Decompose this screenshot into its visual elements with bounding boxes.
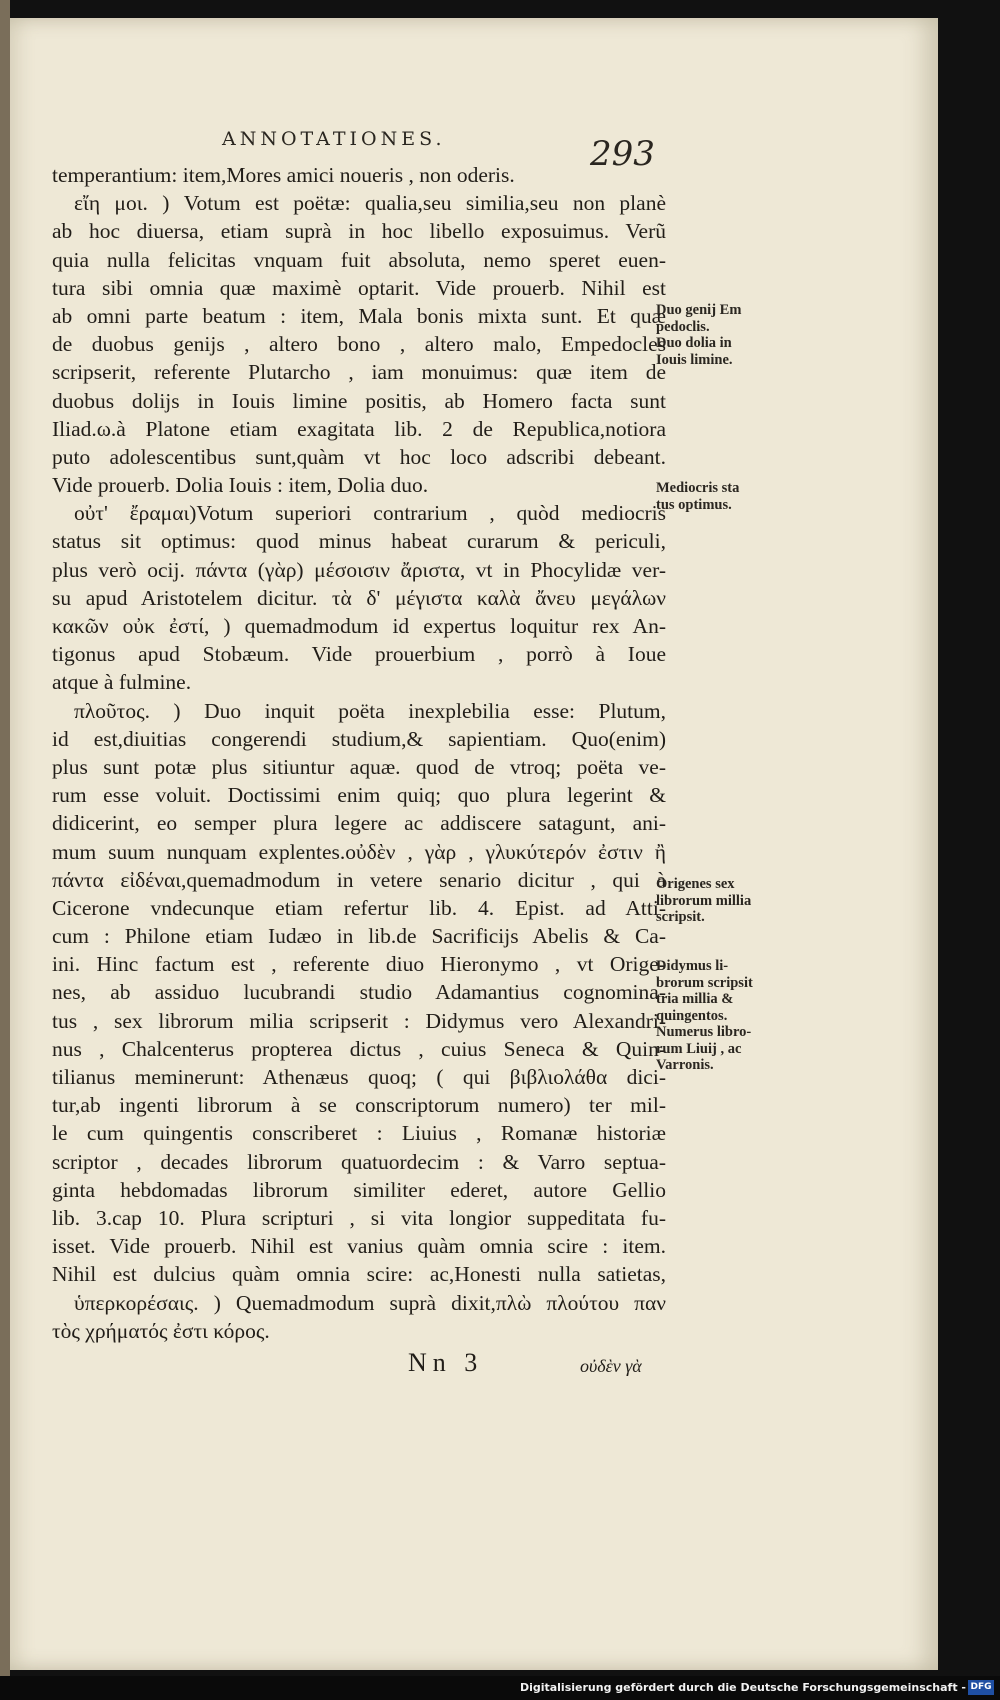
text-line: duobus dolijs in Iouis limine positis, ab Homero facta sunt (52, 388, 666, 413)
text-line: atque à fulmine. (52, 670, 192, 695)
text-line: Nihil est dulcius quàm omnia scire: ac,Honesti nulla satietas, (52, 1262, 666, 1287)
margin-note-line: librorum millia (656, 892, 752, 909)
text-line: Cicerone vndecunque etiam refertur lib. 4. Epist. ad Atti- (52, 895, 666, 920)
text-line: temperantium: item,Mores amici noueris , non oderis. (52, 163, 515, 187)
dfg-logo: DFG (968, 1680, 994, 1695)
text-line: plus sunt potæ plus sitiuntur aquæ. quod de vtroq; poëta ve- (52, 754, 666, 779)
text-line: status sit optimus: quod minus habeat curarum & periculi, (52, 529, 666, 554)
book-page (10, 18, 938, 1670)
text-line: ὑπερκορέσαις. ) Quemadmodum suprà dixit,πλὼ πλούτου παν (74, 1290, 666, 1315)
margin-note-line: tus optimus. (656, 496, 732, 513)
text-line: ini. Hinc factum est , referente diuo Hieronymo , vt Orige- (52, 952, 666, 977)
text-line: lib. 3.cap 10. Plura scripturi , si vita longior suppeditata fu- (52, 1205, 666, 1230)
margin-note-line: Duo genij Em (656, 302, 742, 318)
text-line: scriptor , decades librorum quatuordecim : & Varro septua- (52, 1149, 666, 1174)
text-line: le cum quingentis conscriberet : Liuius , Romanæ historiæ (52, 1121, 666, 1146)
text-line: id est,diuitias congerendi studium,& sapientiam. Quo(enim) (52, 726, 666, 751)
margin-note-line: rum Liuij , ac (656, 1040, 742, 1057)
text-line: tilianus meminerunt: Athenæus quoq; ( qui βιβλιολάθα dici- (52, 1065, 666, 1089)
margin-note-line: Iouis limine. (656, 351, 733, 368)
funding-credit: Digitalisierung gefördert durch die Deutsche Forschungsgemeinschaft - (519, 1681, 966, 1694)
text-line: Iliad.ω.à Platone etiam exagitata lib. 2 de Republica,notiora (52, 416, 666, 441)
text-line: isset. Vide prouerb. Nihil est vanius quàm omnia scire : item. (52, 1234, 666, 1259)
catchword: οὐδὲν γὰ (580, 1356, 642, 1376)
margin-note-line: Didymus li- (656, 958, 729, 974)
text-line: puto adolescentibus sunt,quàm vt hoc loco adscribi debeant. (52, 444, 666, 469)
margin-note-line: Duo dolia in (656, 335, 732, 351)
text-line: tigonus apud Stobæum. Vide prouerbium , porrò à Ioue (52, 642, 666, 667)
text-line: su apud Aristotelem dicitur. τὰ δ' μέγιστα καλὰ ἄνευ μεγάλων (52, 585, 666, 610)
text-line: πλοῦτος. ) Duo inquit poëta inexplebilia esse: Plutum, (74, 698, 666, 723)
text-line: εἴη μοι. ) Votum est poëtæ: qualia,seu similia,seu non planè (74, 191, 666, 216)
text-line: scripserit, referente Plutarcho , iam monuimus: quæ item de (52, 360, 666, 385)
text-line: mum suum nunquam explentes.οὐδὲν , γὰρ , γλυκύτερόν ἐστιν ἢ (52, 839, 666, 864)
margin-note-line: Origenes sex (656, 876, 735, 892)
text-line: tura sibi omnia quæ maximè optarit. Vide prouerb. Nihil est (52, 275, 666, 300)
margin-note-origenes (656, 876, 806, 926)
margin-note-line: tria millia & (656, 991, 734, 1007)
margin-note-line: Mediocris sta (656, 480, 740, 496)
margin-note-line: scripsit. (656, 909, 705, 925)
main-text-block (52, 161, 666, 1345)
text-line: τὸς χρήματός ἐστι κόρος. (52, 1318, 270, 1343)
margin-note-line: Varronis. (656, 1057, 714, 1073)
margin-note-line: Numerus libro- (656, 1024, 752, 1040)
text-line: tur,ab ingenti librorum à se conscriptorum numero) ter mil- (52, 1093, 666, 1118)
margin-note-line: pedoclis. (656, 318, 710, 335)
signature-mark: Nn 3 (408, 1348, 484, 1377)
margin-note-empedocles (656, 302, 806, 368)
text-line: Vide prouerb. Dolia Iouis : item, Dolia duo. (52, 473, 429, 498)
margin-note-mediocris (656, 480, 806, 513)
text-line: quia nulla felicitas vnquam fuit absoluta, nemo speret euen- (52, 247, 666, 272)
text-line: ab hoc diuersa, etiam suprà in hoc libello exposuimus. Verũ (52, 219, 666, 244)
text-line: nes, ab assiduo lucubrandi studio Adamantius cognomina- (52, 980, 666, 1005)
text-line: de duobus genijs , altero bono , altero malo, Empedocles (52, 332, 666, 357)
text-line: cum : Philone etiam Iudæo in lib.de Sacrificijs Abelis & Ca- (52, 924, 666, 949)
text-line: ab omni parte beatum : item, Mala bonis mixta sunt. Et quæ (52, 303, 666, 328)
margin-note-line: quingentos. (656, 1007, 728, 1024)
text-line: tus , sex librorum milia scripserit : Didymus vero Alexandri- (52, 1008, 666, 1033)
text-line: nus , Chalcenterus propterea dictus , cuius Seneca & Quin- (52, 1036, 666, 1061)
text-line: didicerint, eo semper plura legere ac addiscere satagunt, ani- (52, 811, 666, 836)
margin-note-didymus (656, 958, 806, 1074)
text-line: οὐτ' ἔραμαι)Votum superiori contrarium , quòd mediocris (74, 501, 666, 526)
text-line: plus verò ocij. πάντα (γὰρ) μέσοισιν ἄριστα, vt in Phocylidæ ver- (52, 557, 666, 582)
text-line: ginta hebdomadas librorum similiter ederet, autore Gellio (52, 1177, 666, 1202)
running-head: ANNOTATIONES. (222, 128, 446, 150)
text-line: κακῶν οὐκ ἐστί, ) quemadmodum id expertus loquitur rex An- (52, 614, 666, 638)
book-spine-edge (0, 0, 10, 1700)
page-number: 293 (590, 134, 655, 174)
text-line: rum esse voluit. Doctissimi enim quiq; quo plura legerint & (52, 783, 666, 808)
text-line: πάντα εἰδέναι,quemadmodum in vetere senario dicitur , qui à (52, 867, 666, 892)
margin-note-line: brorum scripsit (656, 974, 753, 991)
